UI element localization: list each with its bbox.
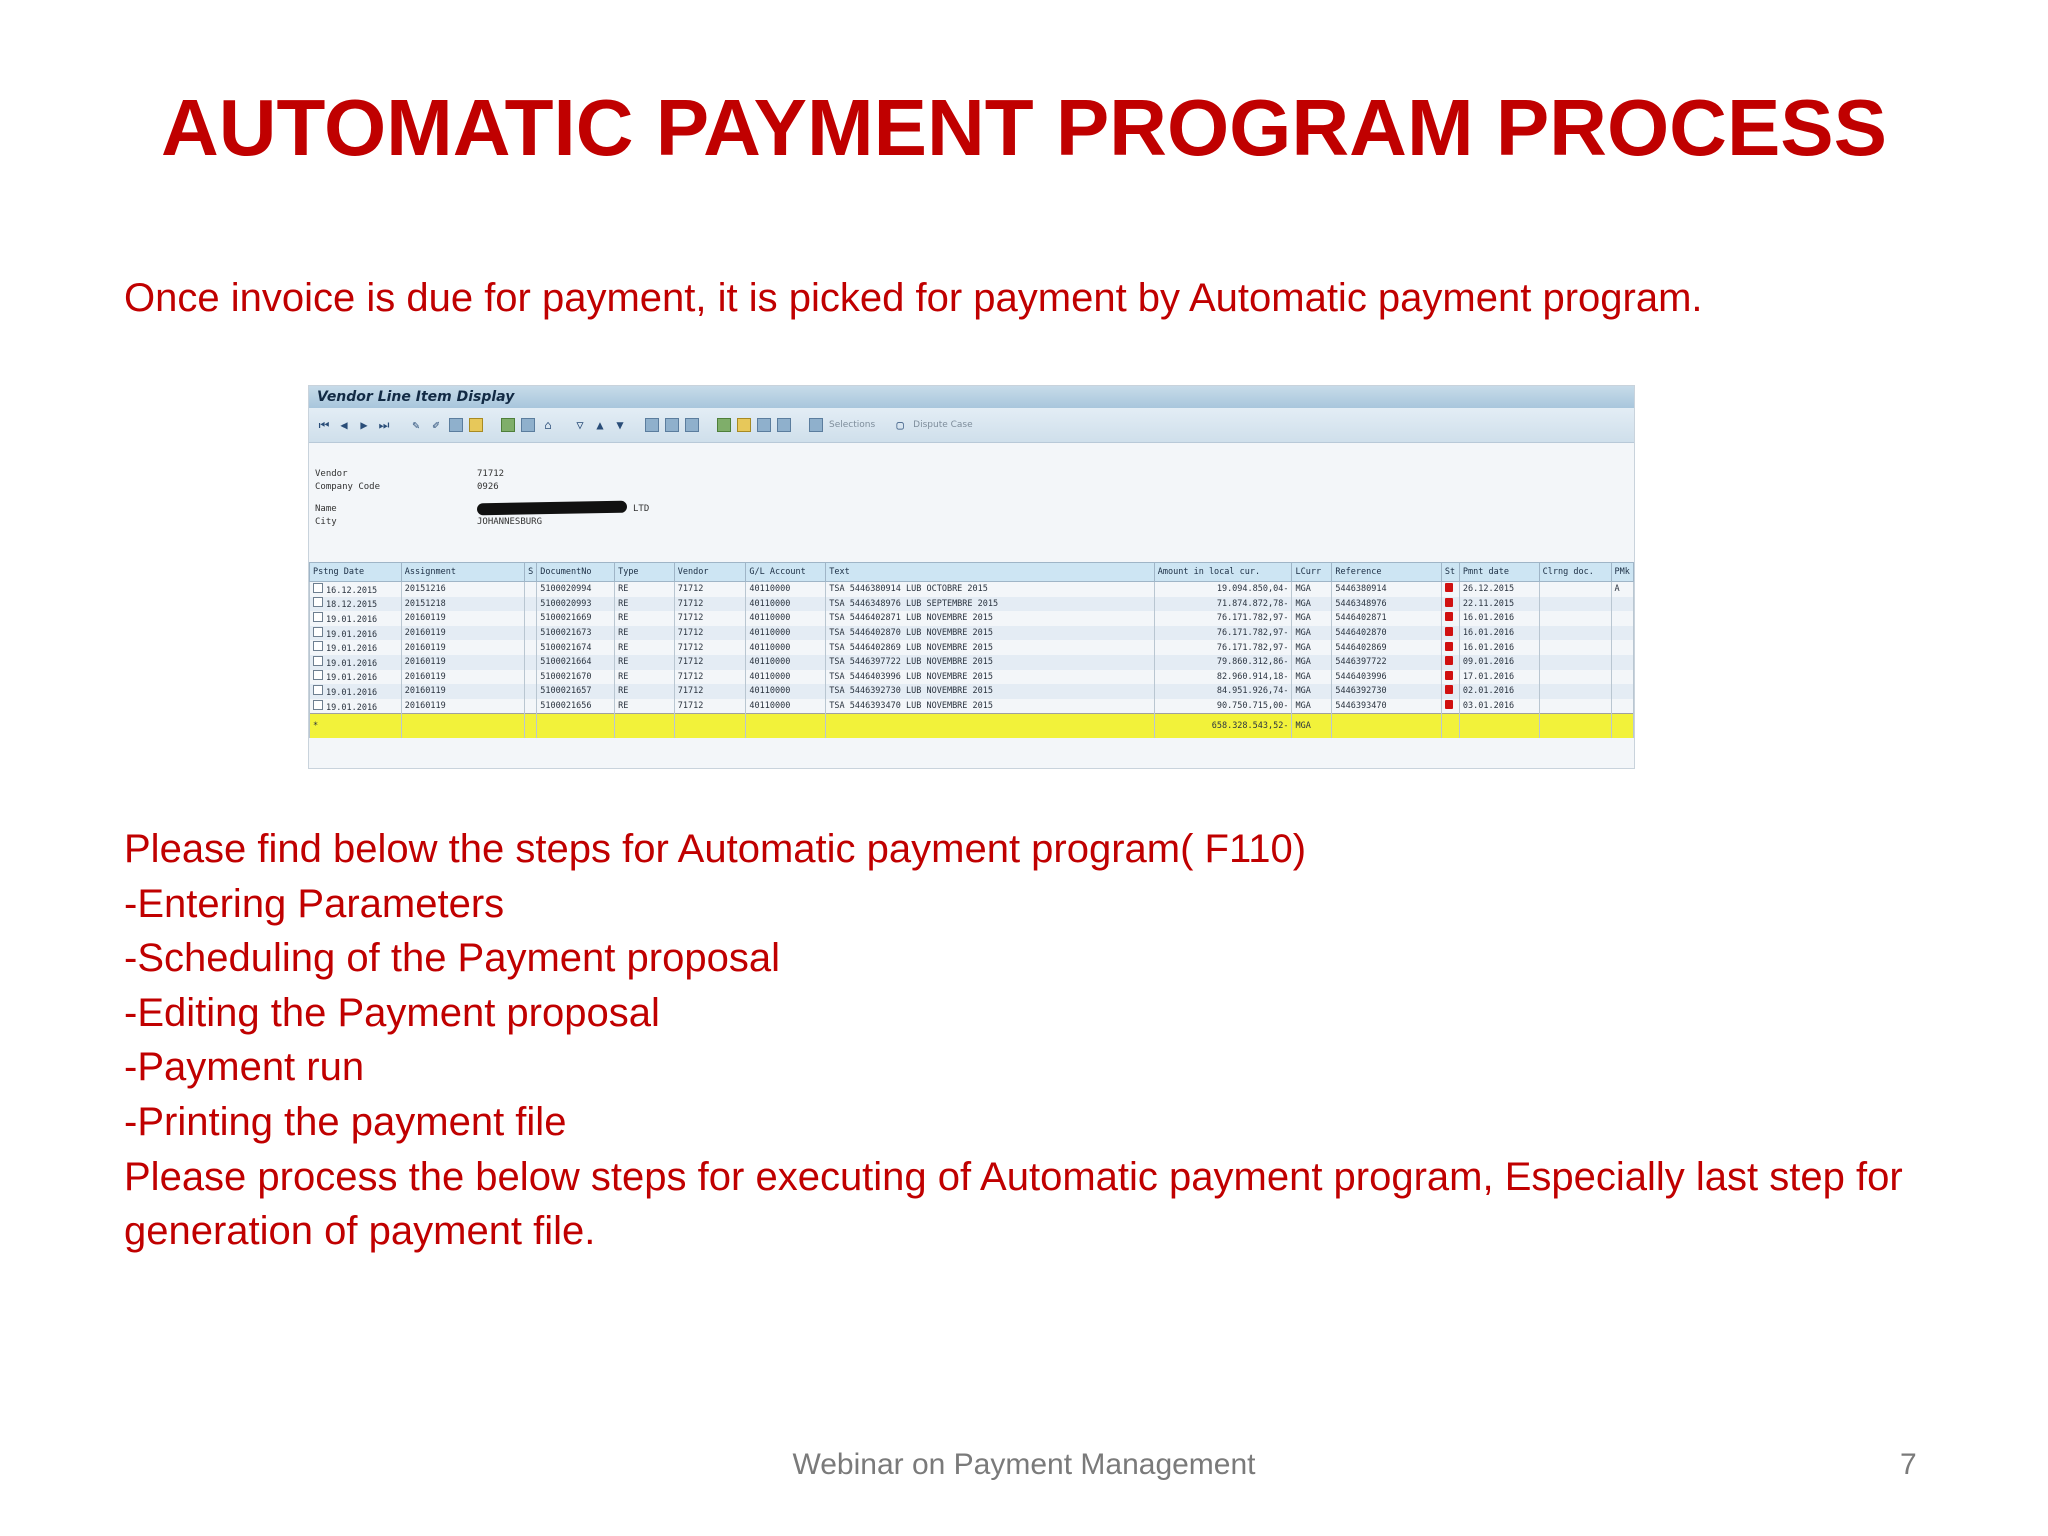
table-cell: 20151218 (401, 597, 524, 612)
table-cell (310, 640, 402, 655)
total-cell (525, 714, 537, 739)
step-item: -Entering Parameters (124, 881, 505, 926)
table-cell: RE (615, 597, 675, 612)
table-cell (1441, 699, 1459, 714)
row-checkbox[interactable] (313, 670, 323, 680)
table-cell: 17.01.2016 (1459, 670, 1539, 685)
table-cell (1441, 640, 1459, 655)
name-suffix: LTD (633, 504, 650, 514)
table-cell: 5100020994 (537, 582, 615, 597)
sap-header-fields (309, 443, 1634, 563)
table-cell: RE (615, 670, 675, 685)
column-header[interactable]: Clrng doc. (1539, 563, 1611, 582)
posting-date: 19.01.2016 (326, 629, 378, 640)
table-cell: 40110000 (746, 684, 826, 699)
table-cell: TSA 5446397722 LUB NOVEMBRE 2015 (826, 655, 1155, 670)
spreadsheet-icon[interactable] (717, 418, 731, 432)
step-item: -Payment run (124, 1045, 365, 1090)
table-cell: 5446403996 (1332, 670, 1442, 685)
table-cell: 40110000 (746, 699, 826, 714)
table-cell: 71712 (674, 582, 746, 597)
table-cell (1611, 626, 1633, 641)
deselect-icon[interactable] (469, 418, 483, 432)
row-checkbox[interactable] (313, 700, 323, 710)
table-cell: RE (615, 611, 675, 626)
table-cell (1539, 684, 1611, 699)
table-cell (310, 699, 402, 714)
dispute-case-button[interactable]: Dispute Case (913, 420, 973, 430)
table-row[interactable] (310, 597, 1634, 612)
table-cell: 71.874.872,78- (1154, 597, 1292, 612)
change-document-icon[interactable]: ✐ (432, 418, 440, 432)
table-cell: MGA (1292, 597, 1332, 612)
table-cell (525, 655, 537, 670)
table-cell (310, 684, 402, 699)
last-page-icon[interactable]: ⏭ (378, 418, 390, 432)
table-cell: 5100021664 (537, 655, 615, 670)
table-cell: 71712 (674, 655, 746, 670)
table-cell: 02.01.2016 (1459, 684, 1539, 699)
city-value: JOHANNESBURG (477, 517, 543, 527)
redaction-mark (477, 501, 627, 516)
status-red-icon (1445, 685, 1453, 694)
column-header[interactable]: Text (826, 563, 1155, 582)
table-cell: RE (615, 655, 675, 670)
total-cell (537, 714, 615, 739)
table-cell (310, 670, 402, 685)
table-row[interactable] (310, 684, 1634, 699)
table-cell: RE (615, 684, 675, 699)
name-label: Name (315, 504, 337, 514)
posting-date: 19.01.2016 (326, 658, 378, 669)
table-cell: 22.11.2015 (1459, 597, 1539, 612)
table-cell: MGA (1292, 626, 1332, 641)
table-cell (1539, 670, 1611, 685)
table-header-row (310, 563, 1634, 582)
row-checkbox[interactable] (313, 685, 323, 695)
table-cell: 5446392730 (1332, 684, 1442, 699)
row-checkbox[interactable] (313, 627, 323, 637)
table-cell: 03.01.2016 (1459, 699, 1539, 714)
vendor-value: 71712 (477, 469, 505, 479)
table-cell (1539, 640, 1611, 655)
table-cell (1441, 611, 1459, 626)
status-red-icon (1445, 700, 1453, 709)
sort-ascending-icon[interactable]: ▲ (596, 418, 604, 432)
step-item: -Scheduling of the Payment proposal (124, 936, 780, 981)
table-cell: MGA (1292, 670, 1332, 685)
table-cell: 5100021670 (537, 670, 615, 685)
table-cell: 40110000 (746, 640, 826, 655)
column-header[interactable]: Vendor (674, 563, 746, 582)
table-cell: 71712 (674, 699, 746, 714)
table-cell: 5446348976 (1332, 597, 1442, 612)
step-item: -Editing the Payment proposal (124, 990, 660, 1035)
table-cell: MGA (1292, 611, 1332, 626)
steps-intro: Please find below the steps for Automatic payment program( F110) (124, 827, 1307, 871)
table-cell: 84.951.926,74- (1154, 684, 1292, 699)
next-page-icon[interactable]: ▶ (360, 418, 368, 432)
table-row[interactable] (310, 626, 1634, 641)
row-checkbox[interactable] (313, 656, 323, 666)
table-cell: 26.12.2015 (1459, 582, 1539, 597)
table-row[interactable] (310, 699, 1634, 714)
vendor-line-items-table (309, 562, 1634, 738)
table-cell: 16.01.2016 (1459, 640, 1539, 655)
table-cell (1611, 684, 1633, 699)
table-cell: 40110000 (746, 597, 826, 612)
table-cell (1539, 611, 1611, 626)
step-item: -Printing the payment file (124, 1099, 567, 1144)
table-cell: TSA 5446402870 LUB NOVEMBRE 2015 (826, 626, 1155, 641)
status-red-icon (1445, 642, 1453, 651)
footer-text: Webinar on Payment Management (792, 1448, 1256, 1481)
posting-date: 16.12.2015 (326, 585, 378, 596)
posting-date: 19.01.2016 (326, 702, 378, 713)
table-cell (1611, 655, 1633, 670)
table-cell: 5446397722 (1332, 655, 1442, 670)
table-cell (1441, 670, 1459, 685)
vendor-label: Vendor (315, 469, 348, 479)
table-row[interactable] (310, 670, 1634, 685)
status-red-icon (1445, 612, 1453, 621)
table-cell: TSA 5446402871 LUB NOVEMBRE 2015 (826, 611, 1155, 626)
table-cell (1611, 597, 1633, 612)
table-cell: 5446393470 (1332, 699, 1442, 714)
table-cell: 90.750.715,00- (1154, 699, 1292, 714)
status-red-icon (1445, 583, 1453, 592)
table-cell: MGA (1292, 684, 1332, 699)
table-cell (525, 611, 537, 626)
total-cell (1459, 714, 1539, 739)
table-cell (1611, 699, 1633, 714)
table-cell (1539, 699, 1611, 714)
table-cell (1539, 655, 1611, 670)
column-header[interactable]: PMk (1611, 563, 1633, 582)
table-cell: MGA (1292, 655, 1332, 670)
table-cell (525, 684, 537, 699)
table-cell: TSA 5446348976 LUB SEPTEMBRE 2015 (826, 597, 1155, 612)
table-cell: 20160119 (401, 640, 524, 655)
table-cell: 71712 (674, 640, 746, 655)
table-cell: 5100021657 (537, 684, 615, 699)
total-cell (1611, 714, 1633, 739)
status-red-icon (1445, 598, 1453, 607)
posting-date: 18.12.2015 (326, 600, 378, 611)
total-cell (401, 714, 524, 739)
table-cell (1441, 597, 1459, 612)
display-document-icon[interactable]: ✎ (412, 418, 420, 432)
table-cell (1441, 626, 1459, 641)
column-header[interactable]: Pstng Date (310, 563, 402, 582)
sap-toolbar (309, 408, 1634, 443)
column-header[interactable]: Amount in local cur. (1154, 563, 1292, 582)
posting-date: 19.01.2016 (326, 687, 378, 698)
table-cell: 5446402870 (1332, 626, 1442, 641)
table-cell: 76.171.782,97- (1154, 640, 1292, 655)
table-cell: TSA 5446380914 LUB OCTOBRE 2015 (826, 582, 1155, 597)
steps-section (124, 822, 1964, 1259)
column-header[interactable]: G/L Account (746, 563, 826, 582)
table-cell: 19.094.850,04- (1154, 582, 1292, 597)
table-cell: TSA 5446402869 LUB NOVEMBRE 2015 (826, 640, 1155, 655)
total-cell (746, 714, 826, 739)
column-header[interactable]: DocumentNo (537, 563, 615, 582)
previous-page-icon[interactable]: ◀ (340, 418, 348, 432)
total-cell (1332, 714, 1442, 739)
export-icon[interactable] (665, 418, 679, 432)
table-cell: 20160119 (401, 655, 524, 670)
table-cell (1539, 626, 1611, 641)
table-row[interactable] (310, 655, 1634, 670)
table-cell (525, 699, 537, 714)
table-cell: 76.171.782,97- (1154, 626, 1292, 641)
refresh-icon[interactable] (501, 418, 515, 432)
table-cell: TSA 5446403996 LUB NOVEMBRE 2015 (826, 670, 1155, 685)
table-cell: RE (615, 626, 675, 641)
word-processing-icon[interactable] (737, 418, 751, 432)
table-cell: 71712 (674, 670, 746, 685)
print-icon[interactable] (685, 418, 699, 432)
table-cell: 40110000 (746, 626, 826, 641)
table-cell: 71712 (674, 626, 746, 641)
table-cell (1539, 582, 1611, 597)
total-cell: * (310, 714, 402, 739)
table-cell: MGA (1292, 640, 1332, 655)
table-cell: 5100021674 (537, 640, 615, 655)
table-row[interactable] (310, 582, 1634, 597)
copy-icon[interactable] (521, 418, 535, 432)
table-cell (1611, 640, 1633, 655)
company-code-value: 0926 (477, 482, 499, 492)
table-cell: TSA 5446393470 LUB NOVEMBRE 2015 (826, 699, 1155, 714)
column-header[interactable]: Pmnt date (1459, 563, 1539, 582)
table-cell: 16.01.2016 (1459, 626, 1539, 641)
table-cell: 82.960.914,18- (1154, 670, 1292, 685)
table-cell (525, 626, 537, 641)
details-icon[interactable]: ⌂ (544, 418, 552, 432)
city-label: City (315, 517, 337, 527)
table-row[interactable] (310, 611, 1634, 626)
posting-date: 19.01.2016 (326, 673, 378, 684)
table-cell: 71712 (674, 597, 746, 612)
table-cell: 5446402871 (1332, 611, 1442, 626)
table-cell (310, 611, 402, 626)
table-cell (525, 670, 537, 685)
table-cell: 5100021656 (537, 699, 615, 714)
table-cell (1611, 670, 1633, 685)
filter-icon[interactable]: ▽ (576, 418, 584, 432)
table-cell: A (1611, 582, 1633, 597)
table-cell (310, 655, 402, 670)
layout-icon[interactable] (645, 418, 659, 432)
table-cell: 5100020993 (537, 597, 615, 612)
dispute-case-icon[interactable]: ▢ (896, 418, 904, 432)
company-code-label: Company Code (315, 482, 381, 492)
table-cell: 20160119 (401, 670, 524, 685)
column-header[interactable]: Reference (1332, 563, 1442, 582)
total-cell: 658.328.543,52- (1154, 714, 1292, 739)
table-cell: 40110000 (746, 611, 826, 626)
slide-title: AUTOMATIC PAYMENT PROGRAM PROCESS (160, 83, 1888, 172)
table-cell: 40110000 (746, 670, 826, 685)
table-cell: 16.01.2016 (1459, 611, 1539, 626)
table-cell (1441, 684, 1459, 699)
posting-date: 19.01.2016 (326, 614, 378, 625)
first-page-icon[interactable]: ⏮ (318, 418, 330, 432)
selections-button[interactable]: Selections (829, 420, 876, 430)
status-red-icon (1445, 656, 1453, 665)
table-row[interactable] (310, 640, 1634, 655)
sort-descending-icon[interactable]: ▼ (616, 418, 624, 432)
table-cell: 71712 (674, 611, 746, 626)
table-cell (310, 597, 402, 612)
table-cell (310, 626, 402, 641)
row-checkbox[interactable] (313, 597, 323, 607)
closing-text: Please process the below steps for executing of Automatic payment program, Especially last step for generation of payment file. (124, 1154, 1903, 1254)
selections-icon[interactable] (809, 418, 823, 432)
abc-analysis-icon[interactable] (777, 418, 791, 432)
table-cell (310, 582, 402, 597)
total-cell (674, 714, 746, 739)
status-red-icon (1445, 627, 1453, 636)
table-cell: MGA (1292, 582, 1332, 597)
table-cell: 09.01.2016 (1459, 655, 1539, 670)
sap-screenshot (308, 385, 1635, 769)
total-cell (615, 714, 675, 739)
table-cell: 20160119 (401, 626, 524, 641)
column-header[interactable]: St (1441, 563, 1459, 582)
local-file-icon[interactable] (757, 418, 771, 432)
posting-date: 19.01.2016 (326, 644, 378, 655)
table-cell (1441, 655, 1459, 670)
status-red-icon (1445, 671, 1453, 680)
table-cell: 20160119 (401, 699, 524, 714)
table-cell: 5446380914 (1332, 582, 1442, 597)
column-header[interactable]: S (525, 563, 537, 582)
table-cell: 79.860.312,86- (1154, 655, 1292, 670)
column-header[interactable]: LCurr (1292, 563, 1332, 582)
total-row (310, 714, 1634, 739)
table-cell: TSA 5446392730 LUB NOVEMBRE 2015 (826, 684, 1155, 699)
table-cell: 5100021669 (537, 611, 615, 626)
table-cell: 5100021673 (537, 626, 615, 641)
table-cell: RE (615, 640, 675, 655)
sap-window-title: Vendor Line Item Display (309, 386, 1634, 408)
row-checkbox[interactable] (313, 612, 323, 622)
table-cell: 40110000 (746, 582, 826, 597)
page-number: 7 (1900, 1448, 1917, 1481)
table-cell: 76.171.782,97- (1154, 611, 1292, 626)
column-header[interactable]: Type (615, 563, 675, 582)
table-cell (525, 582, 537, 597)
table-cell (1611, 611, 1633, 626)
table-cell (525, 597, 537, 612)
select-all-icon[interactable] (449, 418, 463, 432)
table-cell: 5446402869 (1332, 640, 1442, 655)
row-checkbox[interactable] (313, 583, 323, 593)
table-cell: RE (615, 699, 675, 714)
column-header[interactable]: Assignment (401, 563, 524, 582)
total-cell (826, 714, 1155, 739)
table-cell: RE (615, 582, 675, 597)
table-cell: 20151216 (401, 582, 524, 597)
table-cell: 20160119 (401, 611, 524, 626)
table-cell: 40110000 (746, 655, 826, 670)
total-cell (1441, 714, 1459, 739)
table-cell: 20160119 (401, 684, 524, 699)
total-cell: MGA (1292, 714, 1332, 739)
table-cell (1441, 582, 1459, 597)
row-checkbox[interactable] (313, 641, 323, 651)
intro-text: Once invoice is due for payment, it is picked for payment by Automatic payment program. (124, 276, 1703, 320)
table-cell: MGA (1292, 699, 1332, 714)
table-cell: 71712 (674, 684, 746, 699)
table-cell (525, 640, 537, 655)
table-cell (1539, 597, 1611, 612)
total-cell (1539, 714, 1611, 739)
